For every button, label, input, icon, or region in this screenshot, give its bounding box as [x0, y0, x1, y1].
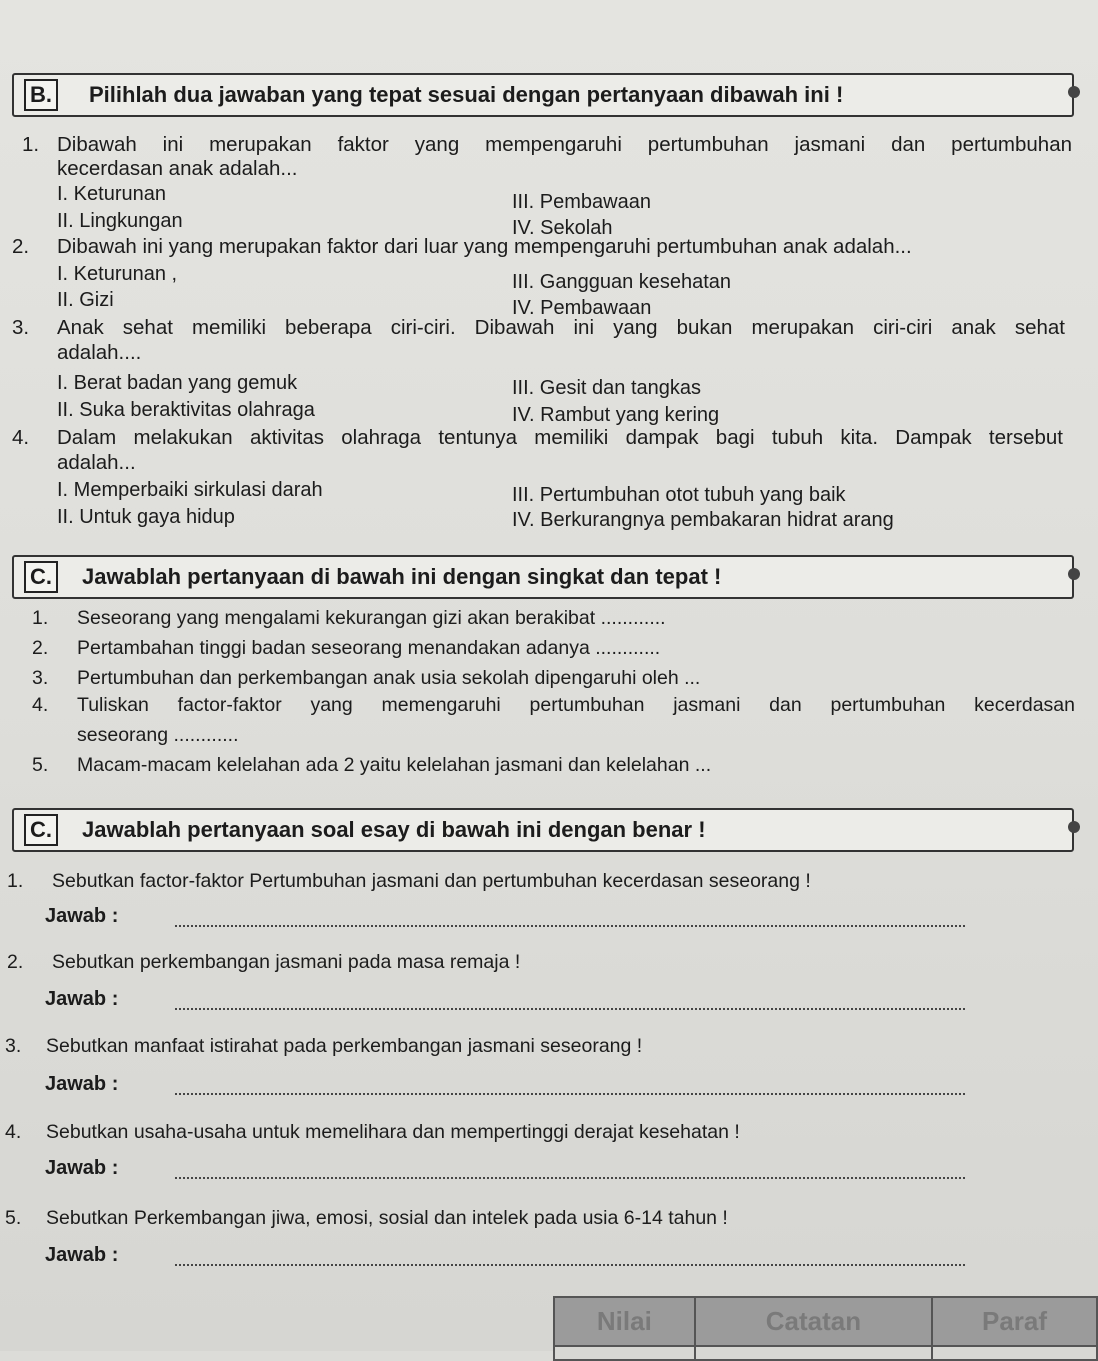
section-c2-header	[12, 808, 1074, 852]
section-c1-letter: C.	[24, 561, 58, 593]
c2-q3-number: 3.	[5, 1035, 22, 1057]
c2-q2-answer[interactable]	[45, 988, 965, 1014]
b-q4-number: 4.	[12, 426, 30, 449]
c2-q1-answer-label: Jawab :	[45, 905, 119, 927]
b-q2-option-4: IV. Pembawaan	[512, 297, 652, 319]
c1-q1-text: Seseorang yang mengalami kekurangan gizi akan berakibat ............	[77, 607, 666, 629]
c1-q3-number: 3.	[32, 667, 49, 689]
c2-q5-answer-line[interactable]	[175, 1264, 965, 1266]
section-b-dot	[1068, 86, 1080, 98]
b-q2-line1: Dibawah ini yang merupakan faktor dari luar yang mempengaruhi pertumbuhan anak adalah...	[57, 235, 912, 258]
grade-table	[553, 1296, 1098, 1361]
b-q4-option-4: IV. Berkurangnya pembakaran hidrat arang	[512, 509, 894, 531]
grade-cell-nilai[interactable]	[554, 1346, 695, 1360]
grade-header-catatan: Catatan	[695, 1297, 932, 1346]
c2-q4-answer-line[interactable]	[175, 1177, 965, 1179]
c2-q2-answer-line[interactable]	[175, 1008, 965, 1010]
b-q4-option-3: III. Pertumbuhan otot tubuh yang baik	[512, 484, 846, 506]
c1-q2-text: Pertambahan tinggi badan seseorang menandakan adanya ............	[77, 637, 661, 659]
b-q1-line1: Dibawah ini merupakan faktor yang mempengaruhi pertumbuhan jasmani dan pertumbuhan	[57, 133, 1072, 156]
c2-q5-text: Sebutkan Perkembangan jiwa, emosi, sosial dan intelek pada usia 6-14 tahun !	[46, 1207, 728, 1229]
c2-q4-answer[interactable]	[45, 1157, 965, 1183]
section-c2-dot	[1068, 821, 1080, 833]
c1-q5-number: 5.	[32, 754, 49, 776]
c2-q1-text: Sebutkan factor-faktor Pertumbuhan jasmani dan pertumbuhan kecerdasan seseorang !	[52, 870, 811, 892]
grade-cell-catatan[interactable]	[695, 1346, 932, 1360]
grade-header-nilai: Nilai	[554, 1297, 695, 1346]
b-q3-line2: adalah....	[57, 341, 142, 364]
c1-q4-line1: Tuliskan factor-faktor yang memengaruhi pertumbuhan jasmani dan pertumbuhan kecerdasan	[77, 694, 1075, 716]
c2-q2-answer-label: Jawab :	[45, 988, 119, 1010]
b-q4-option-1: I. Memperbaiki sirkulasi darah	[57, 479, 323, 501]
section-c1-header	[12, 555, 1074, 599]
b-q3-number: 3.	[12, 316, 30, 339]
section-c1-dot	[1068, 568, 1080, 580]
b-q1-number: 1.	[22, 133, 40, 156]
b-q3-option-3: III. Gesit dan tangkas	[512, 377, 701, 399]
b-q1-option-2: II. Lingkungan	[57, 210, 183, 232]
c2-q3-text: Sebutkan manfaat istirahat pada perkembangan jasmani seseorang !	[46, 1035, 643, 1057]
c2-q5-number: 5.	[5, 1207, 22, 1229]
section-c2-title: Jawablah pertanyaan soal esay di bawah ini dengan benar !	[82, 817, 706, 842]
b-q2-number: 2.	[12, 235, 30, 258]
b-q3-option-4: IV. Rambut yang kering	[512, 404, 720, 426]
b-q1-option-3: III. Pembawaan	[512, 191, 651, 213]
section-b-title: Pilihlah dua jawaban yang tepat sesuai dengan pertanyaan dibawah ini !	[89, 82, 844, 107]
c2-q3-answer[interactable]	[45, 1073, 965, 1099]
b-q2-option-3: III. Gangguan kesehatan	[512, 271, 732, 293]
c2-q1-answer[interactable]	[45, 905, 965, 931]
c2-q4-answer-label: Jawab :	[45, 1157, 119, 1179]
grade-header-paraf: Paraf	[932, 1297, 1097, 1346]
c1-q1-number: 1.	[32, 607, 49, 629]
b-q4-line1: Dalam melakukan aktivitas olahraga tentunya memiliki dampak bagi tubuh kita. Dampak tersebut	[57, 426, 1063, 449]
section-c1-title: Jawablah pertanyaan di bawah ini dengan singkat dan tepat !	[82, 564, 722, 589]
b-q1-option-1: I. Keturunan	[57, 183, 166, 205]
c2-q1-answer-line[interactable]	[175, 925, 965, 927]
c2-q3-answer-line[interactable]	[175, 1093, 965, 1095]
b-q4-line2: adalah...	[57, 451, 136, 474]
grade-cell-paraf[interactable]	[932, 1346, 1097, 1360]
c1-q5-text: Macam-macam kelelahan ada 2 yaitu kelelahan jasmani dan kelelahan ...	[77, 754, 712, 776]
section-b-header	[12, 73, 1074, 117]
c1-q2-number: 2.	[32, 637, 49, 659]
c1-q4-line2: seseorang ............	[77, 724, 239, 746]
b-q4-option-2: II. Untuk gaya hidup	[57, 506, 235, 528]
b-q2-option-2: II. Gizi	[57, 289, 114, 311]
section-b-letter: B.	[24, 79, 58, 111]
c2-q3-answer-label: Jawab :	[45, 1073, 119, 1095]
c1-q4-number: 4.	[32, 694, 49, 716]
b-q1-line2: kecerdasan anak adalah...	[57, 157, 298, 180]
b-q1-option-4: IV. Sekolah	[512, 217, 613, 239]
c2-q5-answer-label: Jawab :	[45, 1244, 119, 1266]
b-q3-option-1: I. Berat badan yang gemuk	[57, 372, 298, 394]
b-q3-option-2: II. Suka beraktivitas olahraga	[57, 399, 315, 421]
c2-q4-text: Sebutkan usaha-usaha untuk memelihara dan mempertinggi derajat kesehatan !	[46, 1121, 740, 1143]
b-q2-option-1: I. Keturunan ,	[57, 263, 178, 285]
c2-q2-text: Sebutkan perkembangan jasmani pada masa remaja !	[52, 951, 521, 973]
c2-q4-number: 4.	[5, 1121, 22, 1143]
b-q3-line1: Anak sehat memiliki beberapa ciri-ciri. Dibawah ini yang bukan merupakan ciri-ciri anak sehat	[57, 316, 1065, 339]
c2-q5-answer[interactable]	[45, 1244, 965, 1270]
c1-q3-text: Pertumbuhan dan perkembangan anak usia sekolah dipengaruhi oleh ...	[77, 667, 701, 689]
c2-q1-number: 1.	[7, 870, 24, 892]
section-c2-letter: C.	[24, 814, 58, 846]
c2-q2-number: 2.	[7, 951, 24, 973]
